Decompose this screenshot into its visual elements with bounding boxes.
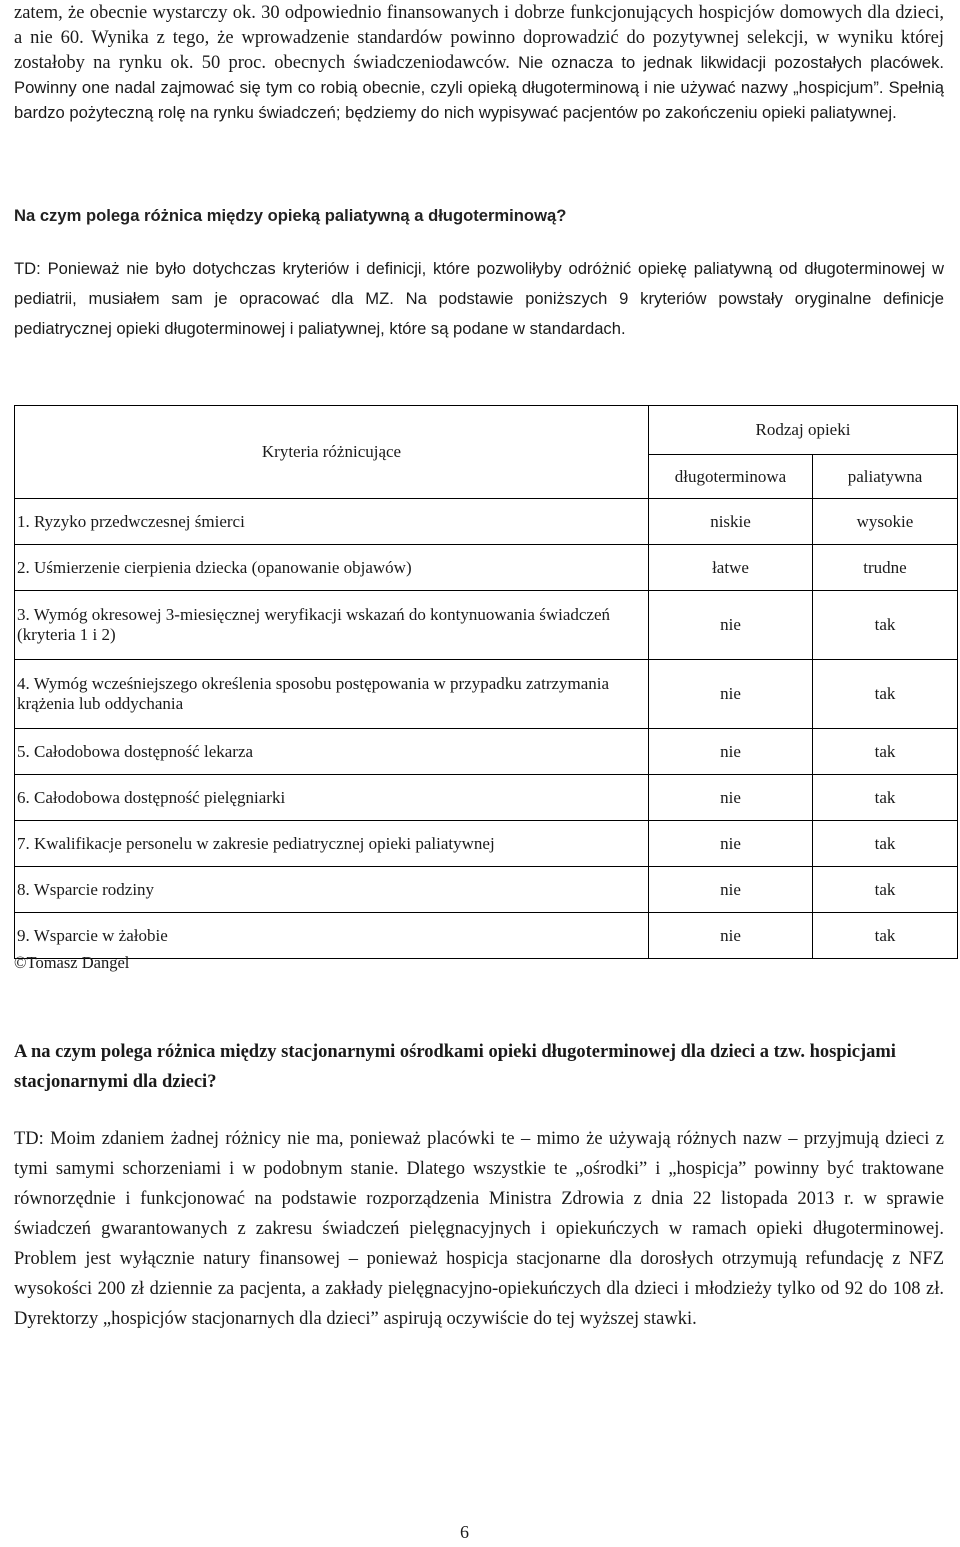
criterion-cell: 2. Uśmierzenie cierpienia dziecka (opanowanie objawów) <box>15 545 649 591</box>
header-care-type: Rodzaj opieki <box>649 406 958 455</box>
criteria-table <box>14 405 958 959</box>
long-term-value: łatwe <box>649 545 813 591</box>
header-long-term: długoterminowa <box>649 455 813 499</box>
intro-part1: zatem, że obecnie wystarczy ok. 30 odpowiednio finansowanych i dobrze funkcjonujących hospicjów domowych dla dzieci, a nie 60. Wynika z tego, że wprowadzenie standardów powinno doprowadzić do pozytywnej selekcji, w wyniku której zostałoby na rynku ok. 50 proc. obecnych świadczeniodawców. <box>14 3 944 73</box>
criterion-cell: 6. Całodobowa dostępność pielęgniarki <box>15 775 649 821</box>
answer-paragraph-1: TD: Ponieważ nie było dotychczas kryteriów i definicji, które pozwoliłyby odróżnić opiekę paliatywną od długoterminowej w pediatrii, musiałem sam je opracować dla MZ. Na podstawie poniższych 9 kryteriów powstały oryginalne definicje pediatrycznej opieki długoterminowej i paliatywnej, które są podane w standardach. <box>14 259 944 338</box>
palliative-value: tak <box>813 913 958 959</box>
criterion-cell: 9. Wsparcie w żałobie <box>15 913 649 959</box>
criterion-cell: 5. Całodobowa dostępność lekarza <box>15 729 649 775</box>
header-criteria: Kryteria różnicujące <box>15 406 649 499</box>
long-term-value: nie <box>649 729 813 775</box>
criterion-cell: 1. Ryzyko przedwczesnej śmierci <box>15 499 649 545</box>
palliative-value: trudne <box>813 545 958 591</box>
intro-part2: Nie oznacza to jednak likwidacji pozostałych placówek. Powinny one nadal zajmować się tym co robią obecnie, czyli opieką długoterminową i nie używać nazwy „hospicjum”. Spełnią bardzo pożyteczną rolę na rynku świadczeń; będziemy do nich wypisywać pacjentów po zakończeniu opieki paliatywnej. <box>14 53 944 122</box>
table-row <box>15 913 958 959</box>
palliative-value: tak <box>813 660 958 729</box>
table-row <box>15 545 958 591</box>
palliative-value: tak <box>813 867 958 913</box>
long-term-value: nie <box>649 775 813 821</box>
palliative-value: tak <box>813 775 958 821</box>
question-heading-2: A na czym polega różnica między stacjonarnymi ośrodkami opieki długoterminowej dla dzieci a tzw. hospicjami stacjonarnymi dla dzieci? <box>14 1042 896 1092</box>
long-term-value: nie <box>649 660 813 729</box>
palliative-value: tak <box>813 729 958 775</box>
long-term-value: nie <box>649 821 813 867</box>
table-row <box>15 660 958 729</box>
table-row <box>15 821 958 867</box>
criterion-cell: 3. Wymóg okresowej 3-miesięcznej weryfikacji wskazań do kontynuowania świadczeń (kryteria 1 i 2) <box>15 591 649 660</box>
palliative-value: tak <box>813 591 958 660</box>
table-copyright: ©Tomasz Dangel <box>14 953 130 972</box>
criterion-cell: 4. Wymóg wcześniejszego określenia sposobu postępowania w przypadku zatrzymania krążenia lub oddychania <box>15 660 649 729</box>
criterion-cell: 7. Kwalifikacje personelu w zakresie pediatrycznej opieki paliatywnej <box>15 821 649 867</box>
long-term-value: nie <box>649 867 813 913</box>
long-term-value: niskie <box>649 499 813 545</box>
long-term-value: nie <box>649 591 813 660</box>
table-row <box>15 775 958 821</box>
question-heading-1: Na czym polega różnica między opieką paliatywną a długoterminową? <box>14 206 567 225</box>
long-term-value: nie <box>649 913 813 959</box>
table-row <box>15 729 958 775</box>
table-row <box>15 591 958 660</box>
table-row <box>15 867 958 913</box>
table-row <box>15 499 958 545</box>
header-palliative: paliatywna <box>813 455 958 499</box>
palliative-value: tak <box>813 821 958 867</box>
page-number: 6 <box>460 1522 469 1542</box>
intro-paragraph <box>14 0 944 125</box>
palliative-value: wysokie <box>813 499 958 545</box>
answer-paragraph-2: TD: Moim zdaniem żadnej różnicy nie ma, ponieważ placówki te – mimo że używają różnych nazw – przyjmują dzieci z tymi samymi schorzeniami i w podobnym stanie. Dlatego wszystkie te „ośrodki” i „hospicja” powinny być traktowane równorzędnie i funkcjonować na podstawie rozporządzenia Ministra Zdrowia z dnia 22 listopada 2013 r. w sprawie świadczeń gwarantowanych z zakresu świadczeń pielęgnacyjnych i opiekuńczych w ramach opieki długoterminowej. Problem jest wyłącznie natury finansowej – ponieważ hospicja stacjonarne dla dorosłych otrzymują refundację z NFZ wysokości 200 zł dziennie za pacjenta, a zakłady pielęgnacyjno-opiekuńczych dla dzieci i młodzieży tylko od 92 do 108 zł. Dyrektorzy „hospicjów stacjonarnych dla dzieci” aspirują oczywiście do tej wyższej stawki. <box>14 1129 944 1329</box>
criterion-cell: 8. Wsparcie rodziny <box>15 867 649 913</box>
